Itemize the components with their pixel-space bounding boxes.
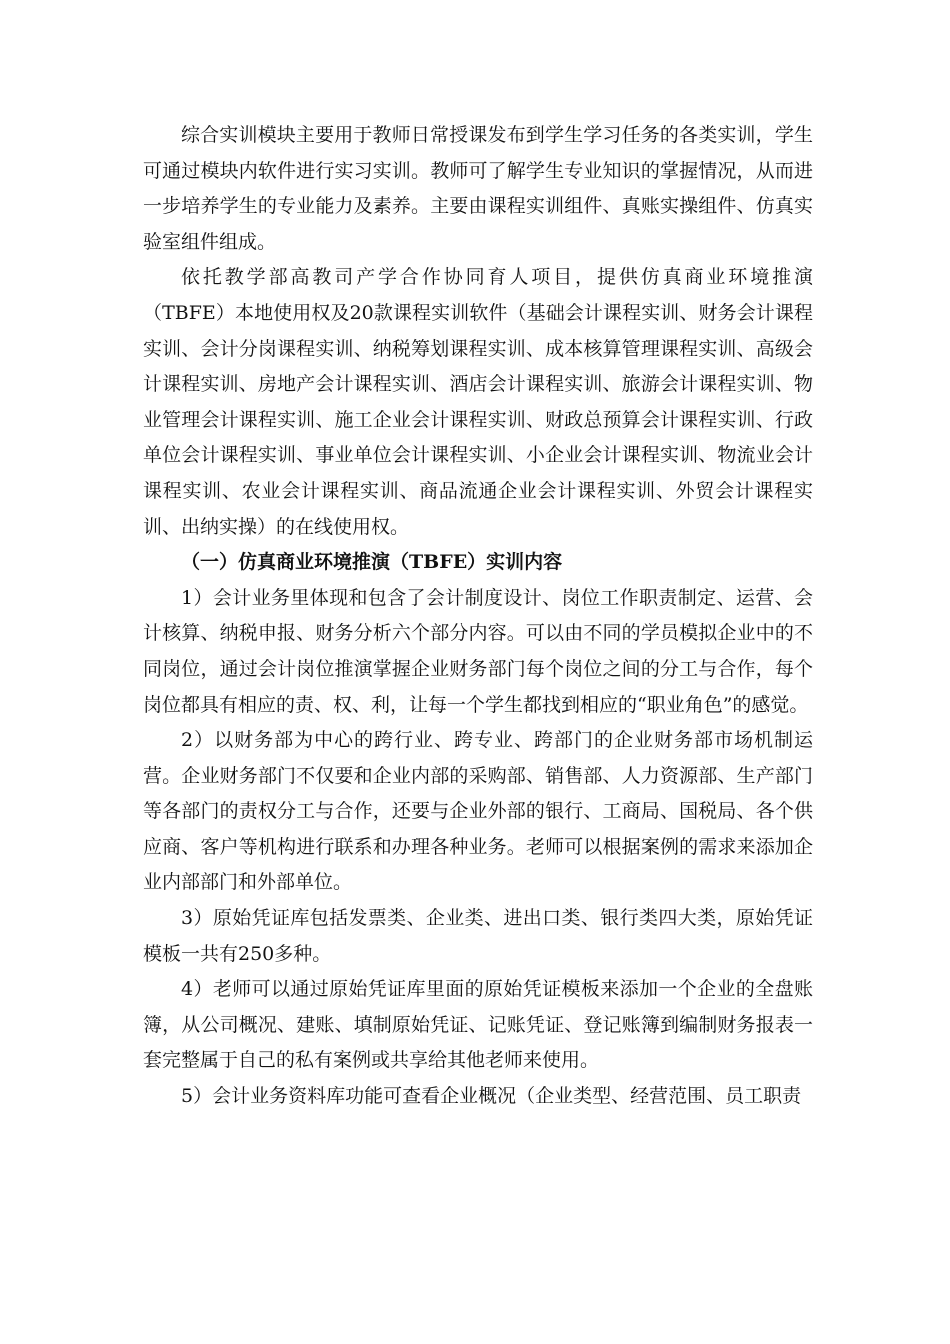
paragraph-project: 依托教学部高教司产学合作协同育人项目，提供仿真商业环境推演（TBFE）本地使用权及20款课程实训软件（基础会计课程实训、财务会计课程实训、会计分岗课程实训、纳税筹划课程实训、成本核算管理课程实训、高级会计课程实训、房地产会计课程实训、酒店会计课程实训、旅游会计课程实训、物业管理会计课程实训、施工企业会计课程实训、财政总预算会计课程实训、行政单位会计课程实训、事业单位会计课程实训、小企业会计课程实训、物流业会计课程实训、农业会计课程实训、商品流通企业会计课程实训、外贸会计课程实训、出纳实操）的在线使用权。 xyxy=(143,266,813,538)
list-item-3: 3）原始凭证库包括发票类、企业类、进出口类、银行类四大类，原始凭证模板一共有250多种。 xyxy=(143,907,813,965)
document-body xyxy=(143,118,813,1115)
list-item-1: 1）会计业务里体现和包含了会计制度设计、岗位工作职责制定、运营、会计核算、纳税申报、财务分析六个部分内容。可以由不同的学员模拟企业中的不同岗位，通过会计岗位推演掌握企业财务部门每个岗位之间的分工与合作，每个岗位都具有相应的责、权、利，让每一个学生都找到相应的“职业角色”的感觉。 xyxy=(143,586,813,716)
list-item-4: 4）老师可以通过原始凭证库里面的原始凭证模板来添加一个企业的全盘账簿，从公司概况、建账、填制原始凭证、记账凭证、登记账簿到编制财务报表一套完整属于自己的私有案例或共享给其他老师来使用。 xyxy=(143,978,813,1072)
list-item-2: 2）以财务部为中心的跨行业、跨专业、跨部门的企业财务部市场机制运营。企业财务部门不仅要和企业内部的采购部、销售部、人力资源部、生产部门等各部门的责权分工与合作，还要与企业外部的银行、工商局、国税局、各个供应商、客户等机构进行联系和办理各种业务。老师可以根据案例的需求来添加企业内部部门和外部单位。 xyxy=(143,729,813,894)
paragraph-intro: 综合实训模块主要用于教师日常授课发布到学生学习任务的各类实训，学生可通过模块内软件进行实习实训。教师可了解学生专业知识的掌握情况，从而进一步培养学生的专业能力及素养。主要由课程实训组件、真账实操组件、仿真实验室组件组成。 xyxy=(143,124,813,253)
list-item-5: 5）会计业务资料库功能可查看企业概况（企业类型、经营范围、员工职责 xyxy=(181,1085,802,1108)
section-heading: （一）仿真商业环境推演（TBFE）实训内容 xyxy=(181,551,563,574)
